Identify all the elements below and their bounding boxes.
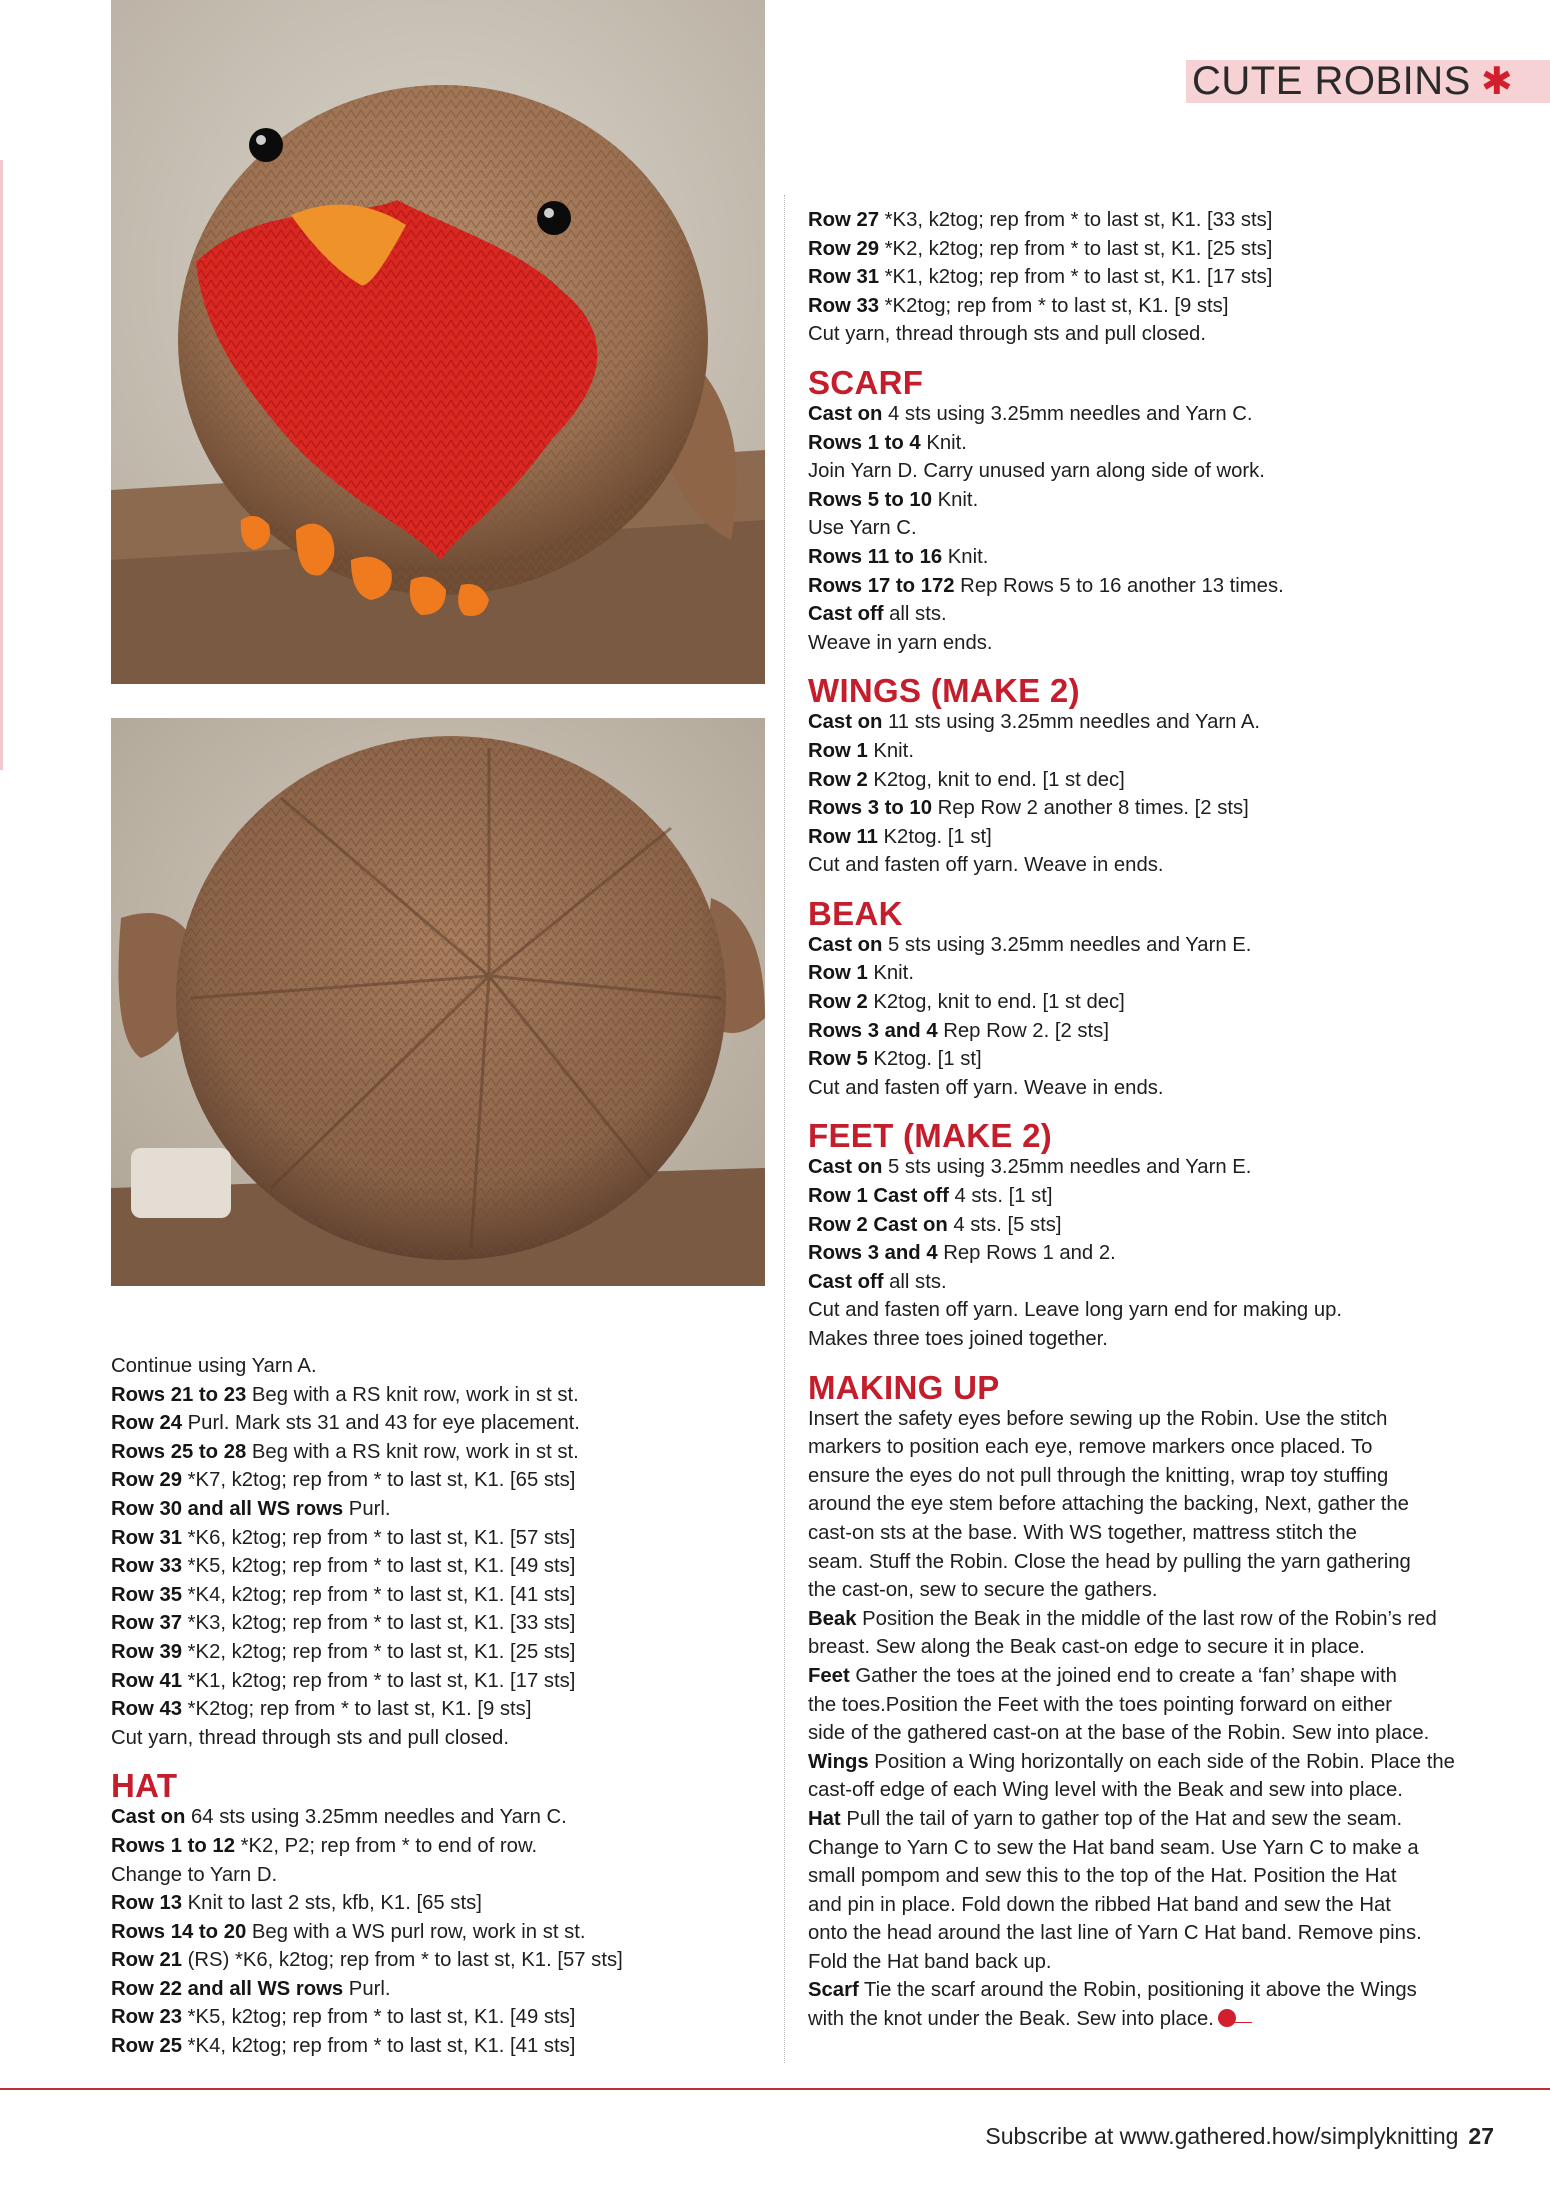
instruction-line: Row 1 Cast off 4 sts. [1 st] xyxy=(808,1185,1053,1208)
asterisk-icon: ✱ xyxy=(1480,60,1513,103)
instruction-line: Insert the safety eyes before sewing up the Robin. Use the stitch xyxy=(808,1407,1388,1430)
footer xyxy=(985,2123,1494,2150)
instruction-line: Rows 1 to 4 Knit. xyxy=(808,431,967,454)
instruction-line: Row 24 Purl. Mark sts 31 and 43 for eye placement. xyxy=(111,1412,580,1435)
page-number: 27 xyxy=(1468,2123,1494,2149)
footer-rule xyxy=(0,2088,1550,2090)
instruction-line: Row 2 K2tog, knit to end. [1 st dec] xyxy=(808,991,1125,1014)
instruction-line: ensure the eyes do not pull through the knitting, wrap toy stuffing xyxy=(808,1464,1389,1487)
instruction-line: Feet Gather the toes at the joined end to create a ‘fan’ shape with xyxy=(808,1664,1397,1687)
instruction-line: Rows 1 to 12 *K2, P2; rep from * to end of row. xyxy=(111,1834,538,1857)
instruction-line: Row 2 Cast on 4 sts. [5 sts] xyxy=(808,1213,1062,1236)
instruction-line: Row 33 *K2tog; rep from * to last st, K1. [9 sts] xyxy=(808,294,1229,317)
instruction-line: Cut yarn, thread through sts and pull closed. xyxy=(808,323,1206,346)
instruction-line: Cast on 5 sts using 3.25mm needles and Yarn E. xyxy=(808,1156,1252,1179)
instruction-line: Cast on 11 sts using 3.25mm needles and Yarn A. xyxy=(808,711,1261,734)
instruction-line: Row 37 *K3, k2tog; rep from * to last st, K1. [33 sts] xyxy=(111,1612,576,1635)
robin-front-photo xyxy=(111,0,765,684)
instruction-line: Hat Pull the tail of yarn to gather top of the Hat and sew the seam. xyxy=(808,1807,1403,1830)
instruction-line: Row 21 (RS) *K6, k2tog; rep from * to last st, K1. [57 sts] xyxy=(111,1949,623,1972)
hat-heading: HAT xyxy=(111,1767,178,1805)
instruction-line: Row 13 Knit to last 2 sts, kfb, K1. [65 sts] xyxy=(111,1892,482,1915)
instruction-line: Rows 3 to 10 Rep Row 2 another 8 times. [2 sts] xyxy=(808,797,1249,820)
instruction-line: small pompom and sew this to the top of the Hat. Position the Hat xyxy=(808,1865,1397,1888)
instruction-line: Row 23 *K5, k2tog; rep from * to last st, K1. [49 sts] xyxy=(111,2006,576,2029)
instruction-line: Row 22 and all WS rows Purl. xyxy=(111,1977,391,2000)
instruction-line: Row 1 Knit. xyxy=(808,962,914,985)
body-rows xyxy=(111,1381,623,1753)
instruction-line: Change to Yarn D. xyxy=(111,1863,278,1886)
instruction-line: Change to Yarn C to sew the Hat band seam. Use Yarn C to make a xyxy=(808,1836,1419,1859)
instruction-line: Rows 21 to 23 Beg with a RS knit row, work in st st. xyxy=(111,1383,579,1406)
column-divider xyxy=(784,195,785,2063)
instruction-line: Cut and fasten off yarn. Weave in ends. xyxy=(808,854,1164,877)
instruction-line: Rows 14 to 20 Beg with a WS purl row, work in st st. xyxy=(111,1920,586,1943)
instruction-line: seam. Stuff the Robin. Close the head by pulling the yarn gathering xyxy=(808,1550,1411,1573)
instruction-line: Row 2 K2tog, knit to end. [1 st dec] xyxy=(808,768,1125,791)
right-column xyxy=(808,206,1455,2034)
making-up-heading: MAKING UP xyxy=(808,1368,1000,1406)
instruction-line: Rows 3 and 4 Rep Row 2. [2 sts] xyxy=(808,1019,1109,1042)
intro-text: Continue using Yarn A. xyxy=(111,1355,317,1377)
instruction-line: Cut and fasten off yarn. Weave in ends. xyxy=(808,1076,1164,1099)
instruction-line: Row 33 *K5, k2tog; rep from * to last st, K1. [49 sts] xyxy=(111,1555,576,1578)
instruction-line: the cast-on, sew to secure the gathers. xyxy=(808,1579,1158,1602)
scarf-heading: SCARF xyxy=(808,363,924,401)
page-edge-stripe xyxy=(0,160,3,770)
instruction-line: Cut yarn, thread through sts and pull closed. xyxy=(111,1726,509,1749)
instruction-line: Cut and fasten off yarn. Leave long yarn end for making up. xyxy=(808,1299,1343,1322)
instruction-line: Makes three toes joined together. xyxy=(808,1328,1108,1350)
instruction-line: cast-off edge of each Wing level with the Beak and sew into place. xyxy=(808,1779,1403,1802)
instruction-line: Row 43 *K2tog; rep from * to last st, K1. [9 sts] xyxy=(111,1698,532,1721)
beak-heading: BEAK xyxy=(808,894,903,932)
instruction-line: Row 31 *K6, k2tog; rep from * to last st, K1. [57 sts] xyxy=(111,1526,576,1549)
section-tag xyxy=(1186,60,1550,103)
instruction-line: markers to position each eye, remove markers once placed. To xyxy=(808,1436,1373,1459)
instruction-line: Row 30 and all WS rows Purl. xyxy=(111,1497,391,1520)
yarn-ball-icon xyxy=(1218,2009,1236,2027)
instruction-line: Cast on 4 sts using 3.25mm needles and Yarn C. xyxy=(808,402,1253,425)
instruction-line: Row 5 K2tog. [1 st] xyxy=(808,1048,982,1071)
instruction-line: Cast off all sts. xyxy=(808,1270,947,1293)
subscribe-link[interactable]: Subscribe at www.gathered.how/simplyknitting xyxy=(985,2123,1459,2149)
instruction-line: the toes.Position the Feet with the toes pointing forward on either xyxy=(808,1693,1392,1716)
robin-back-photo xyxy=(111,718,765,1286)
instruction-line: Weave in yarn ends. xyxy=(808,631,993,654)
instruction-line: cast-on sts at the base. With WS together, mattress stitch the xyxy=(808,1521,1357,1544)
instruction-line: Row 29 *K7, k2tog; rep from * to last st, K1. [65 sts] xyxy=(111,1469,576,1492)
instruction-line: Beak Position the Beak in the middle of the last row of the Robin’s red xyxy=(808,1607,1437,1630)
instruction-line: Row 31 *K1, k2tog; rep from * to last st, K1. [17 sts] xyxy=(808,266,1273,289)
instruction-line: Cast off all sts. xyxy=(808,603,947,626)
instruction-line: around the eye stem before attaching the backing, Next, gather the xyxy=(808,1493,1409,1516)
instruction-line: Row 27 *K3, k2tog; rep from * to last st, K1. [33 sts] xyxy=(808,209,1273,231)
instruction-line: Row 11 K2tog. [1 st] xyxy=(808,825,992,848)
instruction-line: Row 1 Knit. xyxy=(808,739,914,762)
wings-heading: WINGS (MAKE 2) xyxy=(808,672,1080,710)
instruction-line: and pin in place. Fold down the ribbed Hat band and sew the Hat xyxy=(808,1893,1391,1916)
instruction-line: Row 25 *K4, k2tog; rep from * to last st, K1. [41 sts] xyxy=(111,2035,576,2058)
instruction-line: Cast on 5 sts using 3.25mm needles and Yarn E. xyxy=(808,933,1252,956)
instruction-line: Cast on 64 sts using 3.25mm needles and Yarn C. xyxy=(111,1806,567,1829)
left-column xyxy=(111,1352,623,2061)
instruction-line: Row 39 *K2, k2tog; rep from * to last st, K1. [25 sts] xyxy=(111,1640,576,1663)
instruction-line: Rows 11 to 16 Knit. xyxy=(808,545,989,568)
instruction-line: Rows 3 and 4 Rep Rows 1 and 2. xyxy=(808,1242,1116,1265)
instruction-line: Row 35 *K4, k2tog; rep from * to last st, K1. [41 sts] xyxy=(111,1583,576,1606)
instruction-line: Join Yarn D. Carry unused yarn along side of work. xyxy=(808,460,1265,483)
feet-heading: FEET (MAKE 2) xyxy=(808,1117,1053,1155)
section-title: CUTE ROBINS xyxy=(1192,59,1471,103)
instruction-line: with the knot under the Beak. Sew into place. xyxy=(808,2005,1455,2034)
instruction-line: Rows 17 to 172 Rep Rows 5 to 16 another 13 times. xyxy=(808,574,1284,597)
instruction-line: Rows 25 to 28 Beg with a RS knit row, work in st st. xyxy=(111,1440,579,1463)
instruction-line: Scarf Tie the scarf around the Robin, positioning it above the Wings xyxy=(808,1979,1417,2002)
instruction-line: Rows 5 to 10 Knit. xyxy=(808,488,979,511)
instruction-line: Row 29 *K2, k2tog; rep from * to last st, K1. [25 sts] xyxy=(808,237,1273,260)
instruction-line: Use Yarn C. xyxy=(808,517,917,540)
instruction-line: Row 41 *K1, k2tog; rep from * to last st, K1. [17 sts] xyxy=(111,1669,576,1692)
instruction-line: onto the head around the last line of Yarn C Hat band. Remove pins. xyxy=(808,1922,1422,1945)
instruction-line: side of the gathered cast-on at the base of the Robin. Sew into place. xyxy=(808,1722,1430,1745)
instruction-line: Fold the Hat band back up. xyxy=(808,1950,1052,1973)
instruction-line: Wings Position a Wing horizontally on each side of the Robin. Place the xyxy=(808,1750,1455,1773)
instruction-line: breast. Sew along the Beak cast-on edge to secure it in place. xyxy=(808,1636,1365,1659)
